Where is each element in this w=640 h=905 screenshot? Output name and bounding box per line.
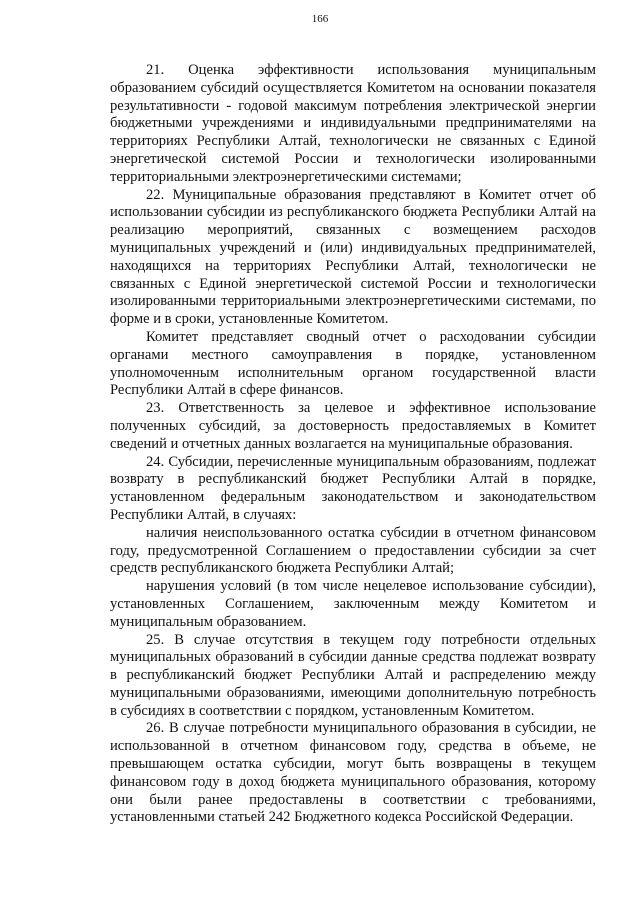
paragraph-committee-report: Комитет представляет сводный отчет о расходовании субсидии органами местного самоуправления в порядке, установленном уполномоченным исполнительным органом государственной власти Республики Алтай в сфере финансов. <box>110 328 596 399</box>
paragraph-24-case-unused-balance: наличия неиспользованного остатка субсидии в отчетном финансовом году, предусмотренной Соглашением о предоставлении субсидии за счет средств республиканского бюджета Республики Алтай; <box>110 524 596 577</box>
page-number: 166 <box>311 13 329 25</box>
paragraph-23: 23. Ответственность за целевое и эффективное использование полученных субсидий, за достоверность предоставляемых в Комитет сведений и отчетных данных возлагается на муниципальные образования. <box>110 400 596 452</box>
paragraph-24: 24. Субсидии, перечисленные муниципальным образованиям, подлежат возврату в республиканский бюджет Республики Алтай в порядке, установленном федеральным законодательством и законодательством Республики Алтай, в случаях: <box>110 453 596 523</box>
paragraph-22: 22. Муниципальные образования представляют в Комитет отчет об использовании субсидии из республиканского бюджета Республики Алтай на реализацию мероприятий, связанных с возмещением расходов муниципальных учреждений и (или) индивидуальных предпринимателей, находящихся на территориях Республики Алтай, технологически не связанных с Единой энергетической системой России и технологически изолированными территориальными электроэнергетическими системами, по форме и в сроки, установленные Комитетом. <box>110 186 596 328</box>
paragraph-26: 26. В случае потребности муниципального образования в субсидии, не использованной в отчетном финансовом году, средства в объеме, не превышающем остатка субсидии, могут быть возвращены в текущем финансовом году в доход бюджета муниципального образования, которому они были ранее предоставлены в соответствии с требованиями, установленными статьей 242 Бюджетного кодекса Российской Федерации. <box>110 720 596 826</box>
document-body <box>110 62 596 827</box>
paragraph-25: 25. В случае отсутствия в текущем году потребности отдельных муниципальных образований в субсидии данные средства подлежат возврату в республиканский бюджет Республики Алтай и распределению между муниципальными образованиями, имеющими дополнительную потребность в субсидиях в соответствии с порядком, установленным Комитетом. <box>110 631 596 719</box>
paragraph-21: 21. Оценка эффективности использования муниципальным образованием субсидий осуществляется Комитетом на основании показателя результативности - годовой максимум потребления электрической энергии бюджетными учреждениями и индивидуальными предпринимателями на территориях Республики Алтай, технологически не связанных с Единой энергетической системой России и технологически изолированными территориальными электроэнергетическими системами; <box>110 62 596 185</box>
paragraph-24-case-violation: нарушения условий (в том числе нецелевое использование субсидии), установленных Соглашением, заключенным между Комитетом и муниципальным образованием. <box>110 578 596 630</box>
